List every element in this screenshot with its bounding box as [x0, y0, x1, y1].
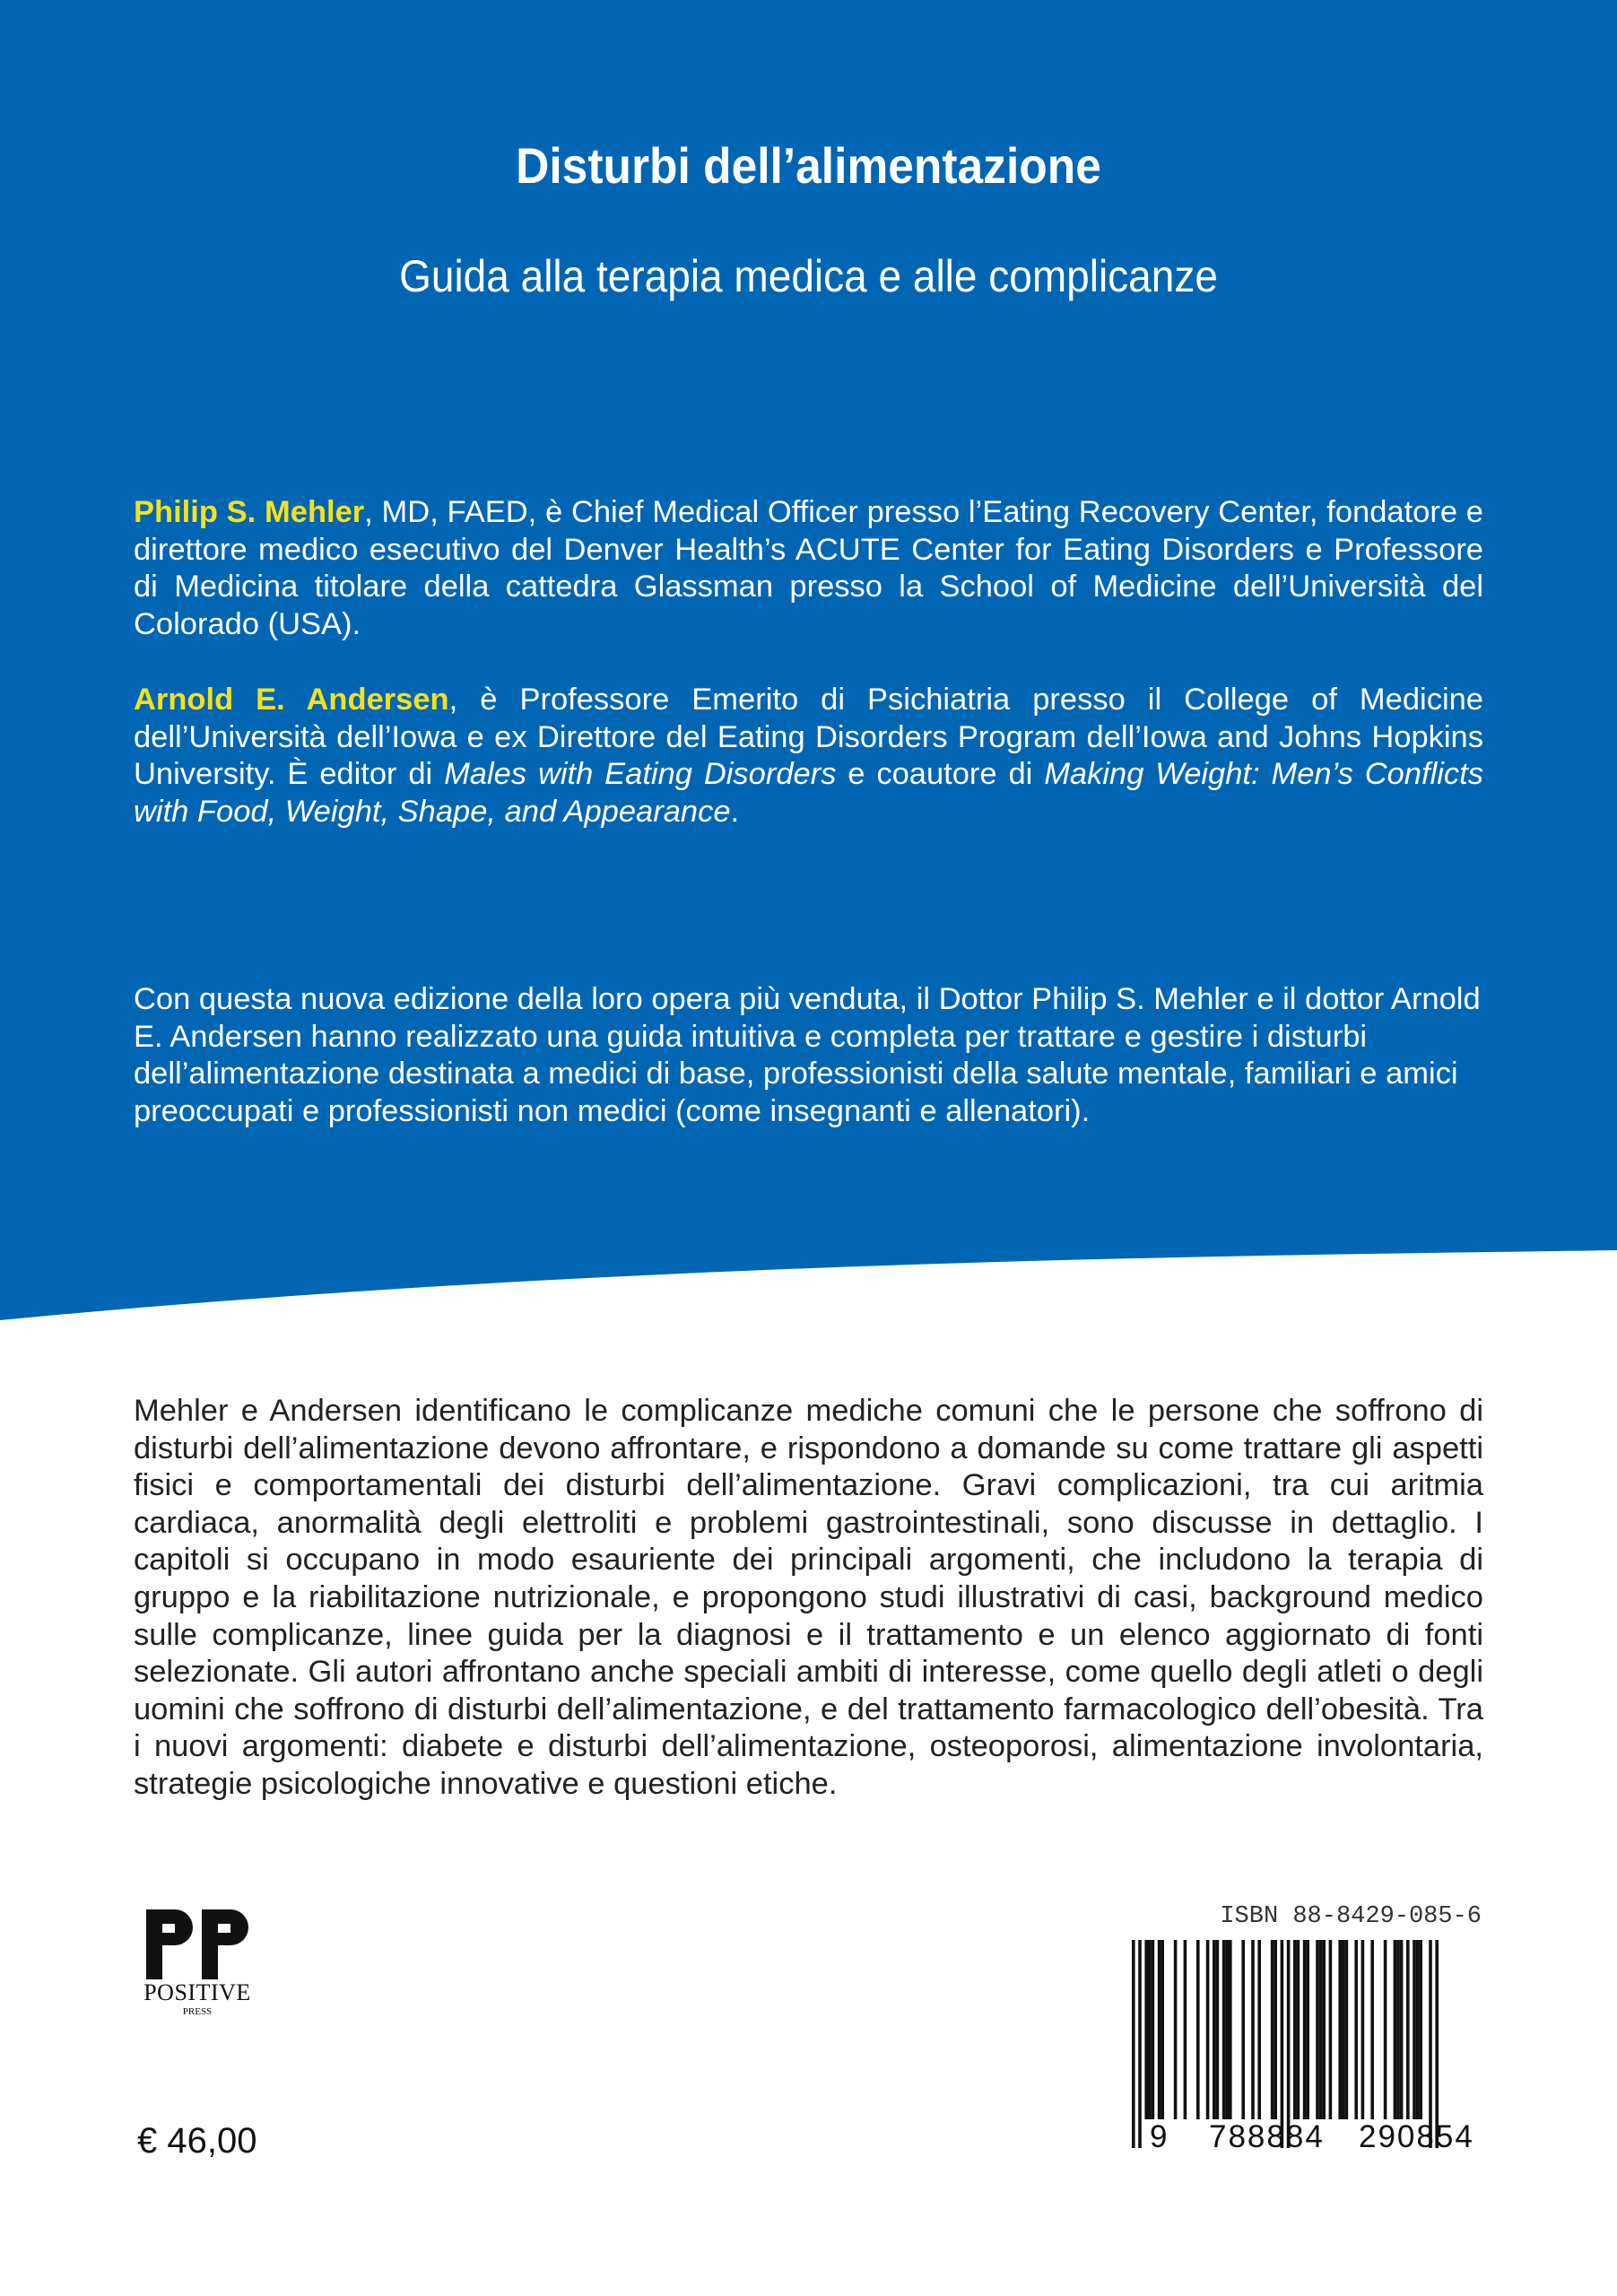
- author-bio-text: , MD, FAED, è Chief Medical Officer presso l’Eating Recovery Center, fondatore e direttore medico esecutivo del Denver Health’s ACUTE Center for Eating Disorders e Professore di Medicina titolare della cattedra Glassman presso la School of Medicine dell’Università del Colorado (USA).: [134, 495, 1483, 641]
- barcode-bar: [1370, 1940, 1374, 2119]
- price-label: € 46,00: [137, 2121, 257, 2161]
- barcode-bar: [1419, 1940, 1422, 2119]
- barcode-bar: [1406, 1940, 1410, 2119]
- barcode-bar: [1274, 1940, 1277, 2119]
- isbn-label: ISBN 88-8429-085-6: [1220, 1903, 1482, 1930]
- barcode-bar: [1271, 1940, 1274, 2119]
- pp-logo-icon: [139, 1906, 256, 1983]
- barcode-bar: [1158, 1940, 1161, 2119]
- book-title: Disturbi dell’alimentazione: [516, 137, 1101, 194]
- barcode-bar: [1138, 1940, 1142, 2148]
- barcode-bar: [1394, 1940, 1397, 2119]
- barcode-bar: [1216, 1940, 1220, 2119]
- barcode-bar: [1384, 1940, 1387, 2119]
- barcode-bar: [1329, 1940, 1333, 2119]
- barcode-bar: [1416, 1940, 1420, 2119]
- barcode-bar: [1316, 1940, 1319, 2119]
- author-name: Philip S. Mehler: [134, 495, 365, 529]
- author-name: Arnold E. Andersen: [134, 683, 449, 717]
- barcode-left-digits: 788884: [1209, 2119, 1325, 2154]
- barcode-bar: [1322, 1940, 1326, 2119]
- description-paragraph: Mehler e Andersen identificano le complicanze mediche comuni che le persone che soffrono di disturbi dell’alimentazione devono affrontare, e rispondono a domande su come trattare gli aspetti fisici e comportamentali dei disturbi dell’alimentazione. Gravi complicazioni, tra cui aritmia cardiaca, anormalità degli elettroliti e problemi gastrointestinali, sono discusse in dettaglio. I capitoli si occupano in modo esauriente dei principali argomenti, che includono la terapia di gruppo e la riabilitazione nutrizionale, e propongono studi illustrativi di casi, background medico sulle complicanze, linee guida per la diagnosi e il trattamento e un elenco aggiornato di fonti selezionate. Gli autori affrontano anche speciali ambiti di interesse, come quello degli atleti o degli uomini che soffrono di disturbi dell’alimentazione, e del trattamento farmacologico dell’obesità. Tra i nuovi argomenti: diabete e disturbi dell’alimentazione, osteoporosi, alimentazione involontaria, strategie psicologiche innovative e questioni etiche.: [134, 1394, 1483, 1801]
- barcode-bar: [1342, 1940, 1345, 2119]
- publisher-name: POSITIVE: [143, 1979, 251, 2005]
- barcode-bar: [1306, 1940, 1309, 2119]
- barcode-bar: [1435, 1940, 1439, 2148]
- barcode-bar: [1152, 1940, 1155, 2119]
- barcode-bar: [1184, 1940, 1187, 2119]
- barcode-bar: [1213, 1940, 1216, 2119]
- barcode-bar: [1287, 1940, 1291, 2148]
- barcode-right-digits: 290854: [1359, 2119, 1474, 2154]
- book-title-italic: Making Weight: Men’s Conflicts with Food, Weight, Shape, and Appearance: [134, 757, 1483, 829]
- barcode-first-digit: 9: [1150, 2119, 1168, 2154]
- book-subtitle: Guida alla terapia medica e alle complicanze: [399, 251, 1218, 301]
- barcode-bar: [1303, 1940, 1307, 2119]
- barcode-bar: [1293, 1940, 1297, 2119]
- barcode-bar: [1222, 1940, 1226, 2119]
- barcode-bar: [1319, 1940, 1323, 2119]
- barcode-bar: [1297, 1940, 1300, 2119]
- barcode-bar: [1396, 1940, 1400, 2119]
- author-bio-text: e coautore di: [836, 757, 1045, 791]
- barcode-bar: [1241, 1940, 1245, 2119]
- intro-paragraph: Con questa nuova edizione della loro opera più venduta, il Dottor Philip S. Mehler e il dottor Arnold E. Andersen hanno realizzato una guida intuitiva e completa per trattare e gestire i disturbi dell’alimentazione destinata a medici di base, professionisti della salute mentale, familiari e amici preoccupati e professionisti non medici (come insegnanti e allenatori).: [134, 982, 1481, 1128]
- barcode-bar: [1354, 1940, 1358, 2119]
- barcode-bar: [1229, 1940, 1232, 2119]
- publisher-logo: [130, 1906, 265, 2017]
- barcode-bar: [1400, 1940, 1404, 2119]
- author-bio-text: .: [730, 794, 740, 829]
- barcode-bar: [1225, 1940, 1229, 2119]
- barcode-bar: [1338, 1940, 1342, 2119]
- barcode-bar: [1413, 1940, 1416, 2119]
- barcode-bar: [1257, 1940, 1261, 2119]
- barcode-bar: [1148, 1940, 1152, 2119]
- barcode-bar: [1361, 1940, 1365, 2119]
- author-bio-andersen: [134, 682, 1483, 831]
- publisher-subname: PRESS: [182, 2006, 213, 2017]
- barcode-bar: [1281, 1940, 1284, 2148]
- barcode-bar: [1206, 1940, 1210, 2119]
- barcode-bar: [1429, 1940, 1432, 2148]
- barcode-bar: [1345, 1940, 1349, 2119]
- book-title-italic: Males with Eating Disorders: [444, 757, 837, 791]
- barcode-bar: [1161, 1940, 1164, 2119]
- author-bio-mehler: [134, 494, 1483, 643]
- barcode-bar: [1144, 1940, 1148, 2119]
- barcode-bar: [1174, 1940, 1178, 2119]
- barcode-bar: [1196, 1940, 1200, 2119]
- barcode-bar: [1251, 1940, 1255, 2119]
- author-bio-text: , è Professore Emerito di Psichiatria presso il College of Medicine dell’Università dell’Iowa e ex Direttore del Eating Disorders Program dell’Iowa and Johns Hopkins University. È editor di: [134, 683, 1483, 791]
- barcode-bar: [1132, 1940, 1135, 2148]
